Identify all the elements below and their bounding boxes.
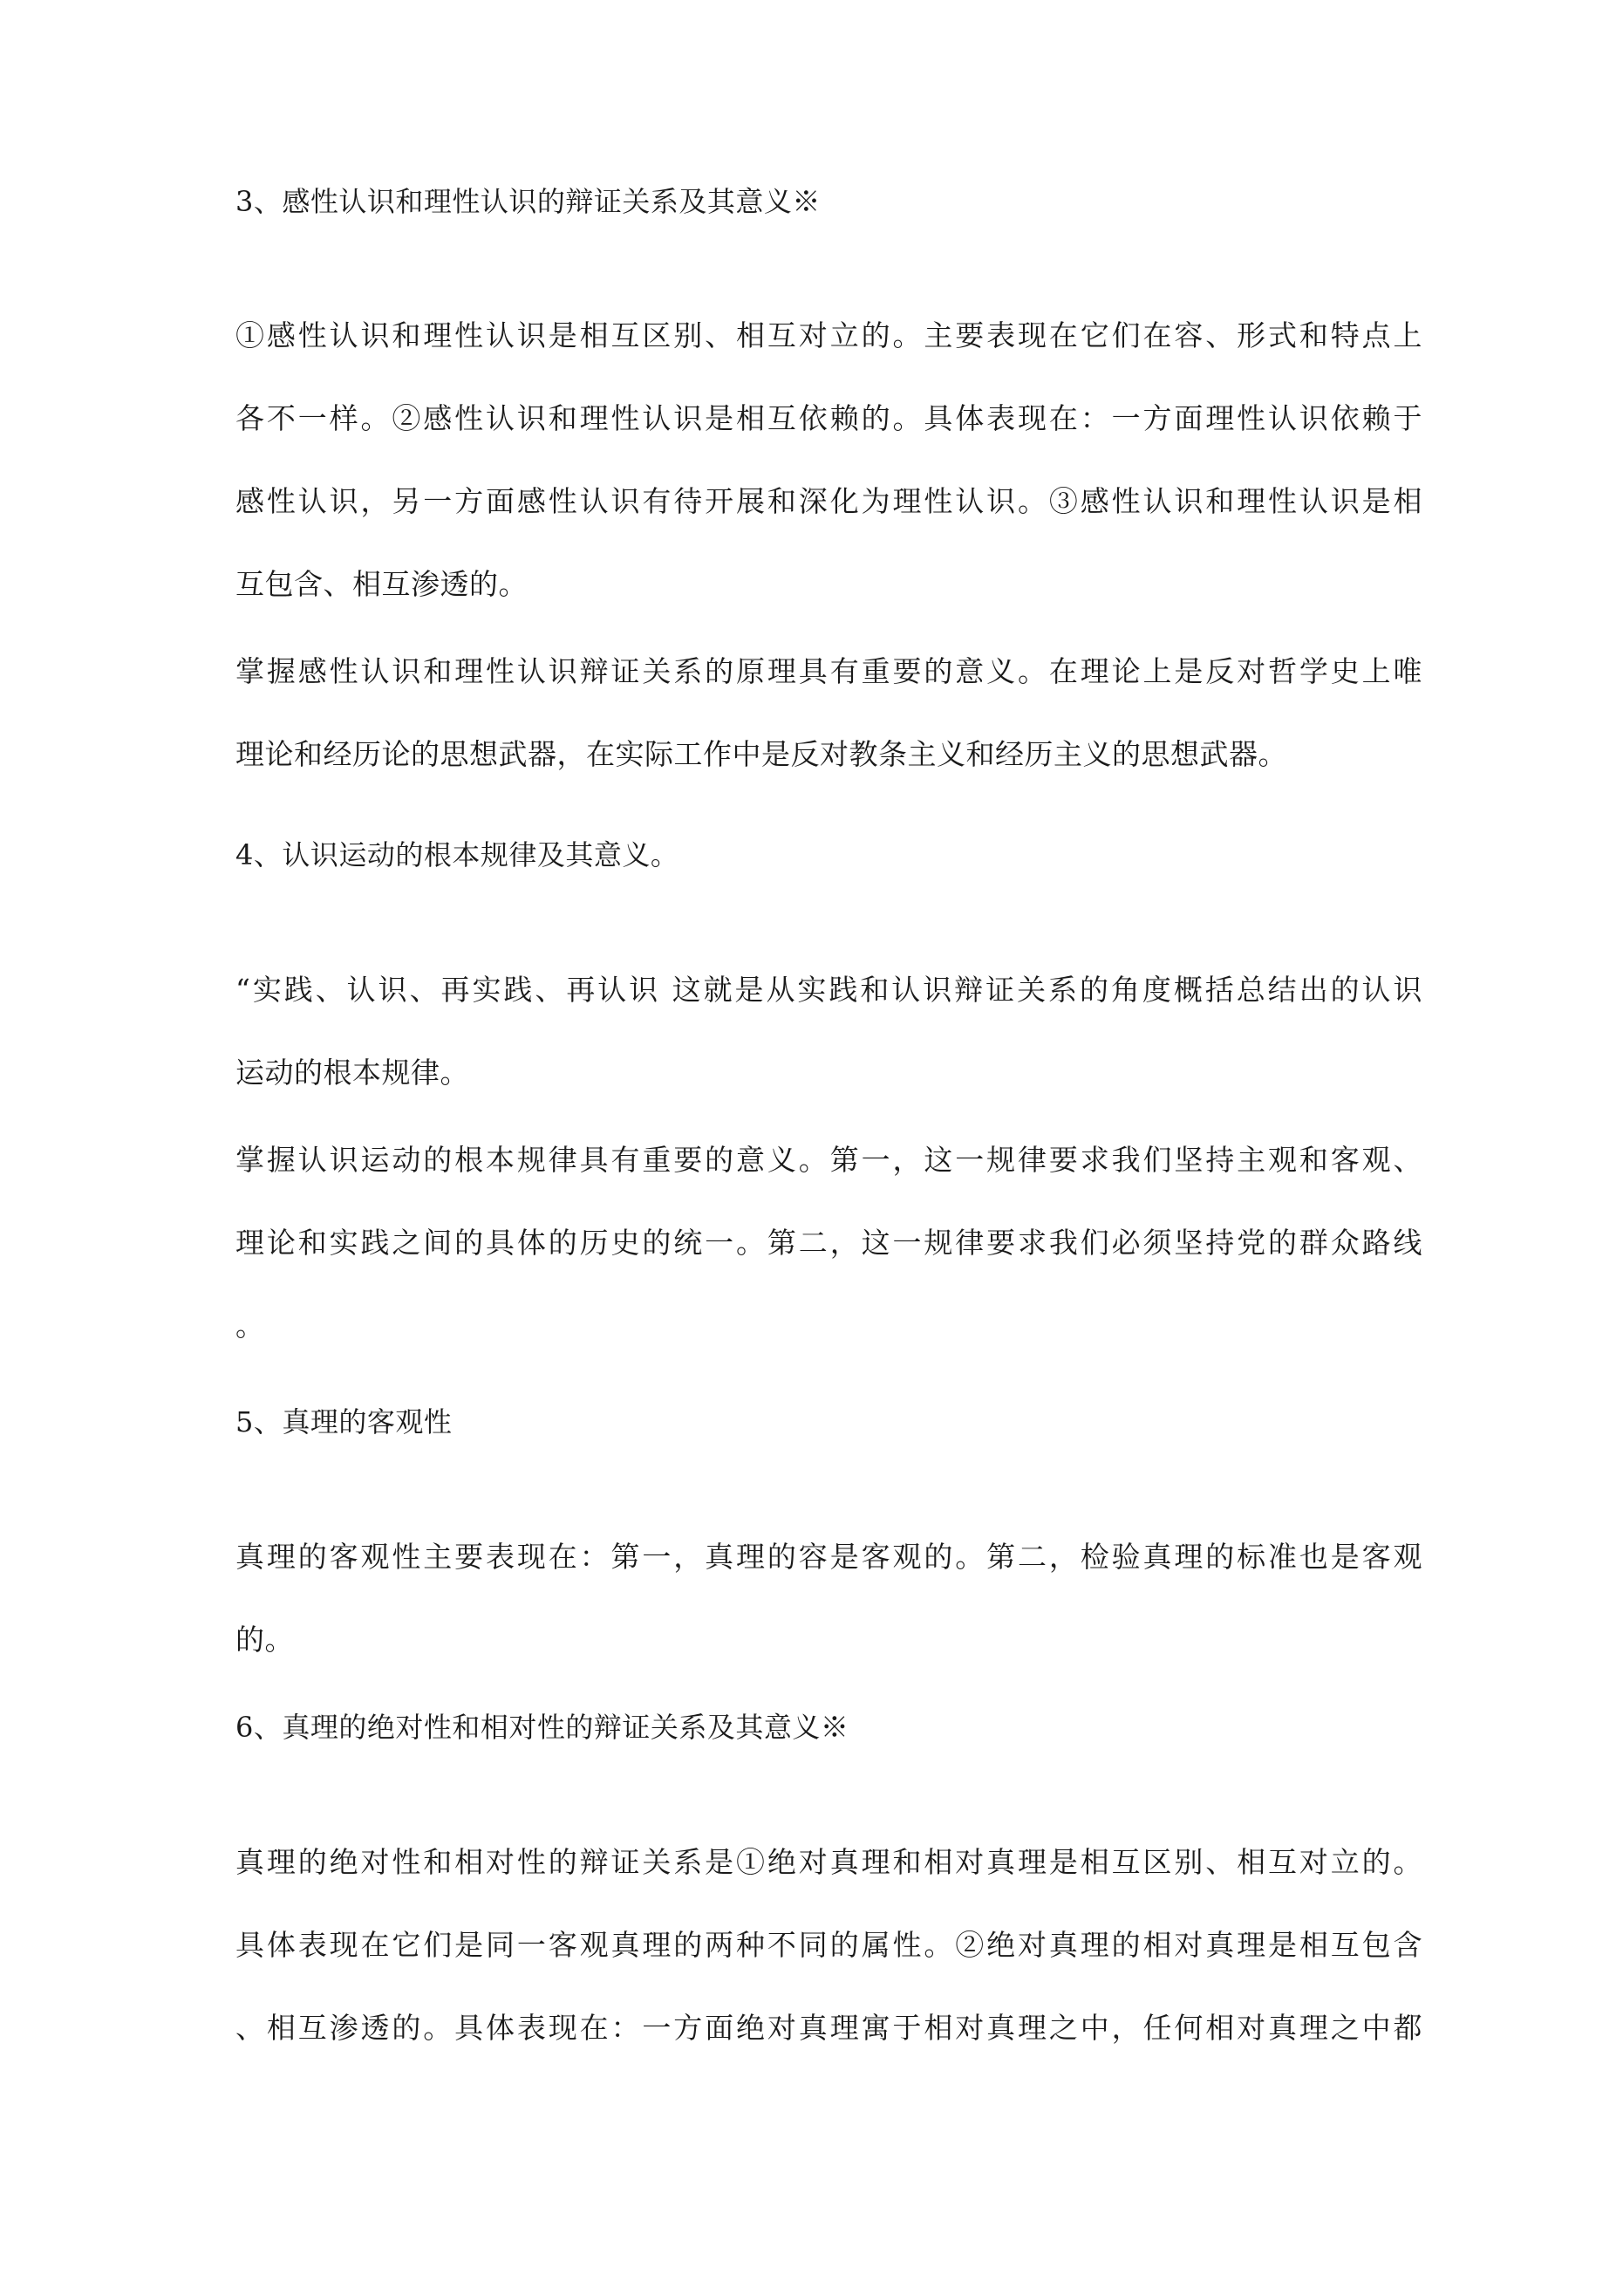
paragraph-line: ①感性认识和理性认识是相互区别、相互对立的。主要表现在它们在容、形式和特点上: [235, 318, 1422, 352]
paragraph-line: 理论和经历论的思想武器，在实际工作中是反对教条主义和经历主义的思想武器。: [235, 737, 1287, 771]
paragraph-line: 运动的根本规律。: [235, 1056, 469, 1090]
section-heading: 4、认识运动的根本规律及其意义。: [235, 838, 679, 871]
paragraph-line: 理论和实践之间的具体的历史的统一。第二，这一规律要求我们必须坚持党的群众路线: [235, 1226, 1422, 1260]
paragraph-line: 各不一样。②感性认识和理性认识是相互依赖的。具体表现在：一方面理性认识依赖于: [235, 401, 1422, 435]
paragraph-line: “实践、认识、再实践、再认识 这就是从实践和认识辩证关系的角度概括总结出的认识: [235, 973, 1422, 1007]
paragraph-line: 感性认识，另一方面感性认识有待开展和深化为理性认识。③感性认识和理性认识是相: [235, 484, 1422, 518]
paragraph-line: 掌握认识运动的根本规律具有重要的意义。第一，这一规律要求我们坚持主观和客观、: [235, 1143, 1422, 1177]
paragraph-line: 、相互渗透的。具体表现在：一方面绝对真理寓于相对真理之中，任何相对真理之中都: [235, 2011, 1422, 2045]
paragraph-line: 真理的客观性主要表现在：第一，真理的容是客观的。第二，检验真理的标准也是客观: [235, 1540, 1422, 1574]
paragraph-line: 。: [235, 1309, 265, 1343]
paragraph-line: 的。: [235, 1623, 294, 1657]
section-heading: 5、真理的客观性: [235, 1405, 453, 1438]
paragraph-line: 掌握感性认识和理性认识辩证关系的原理具有重要的意义。在理论上是反对哲学史上唯: [235, 654, 1422, 688]
paragraph-line: 具体表现在它们是同一客观真理的两种不同的属性。②绝对真理的相对真理是相互包含: [235, 1928, 1422, 1962]
section-heading: 6、真理的绝对性和相对性的辩证关系及其意义※: [235, 1711, 849, 1744]
paragraph-line: 互包含、相互渗透的。: [235, 567, 528, 601]
paragraph-line: 真理的绝对性和相对性的辩证关系是①绝对真理和相对真理是相互区别、相互对立的。: [235, 1845, 1422, 1879]
section-heading: 3、感性认识和理性认识的辩证关系及其意义※: [235, 185, 821, 218]
